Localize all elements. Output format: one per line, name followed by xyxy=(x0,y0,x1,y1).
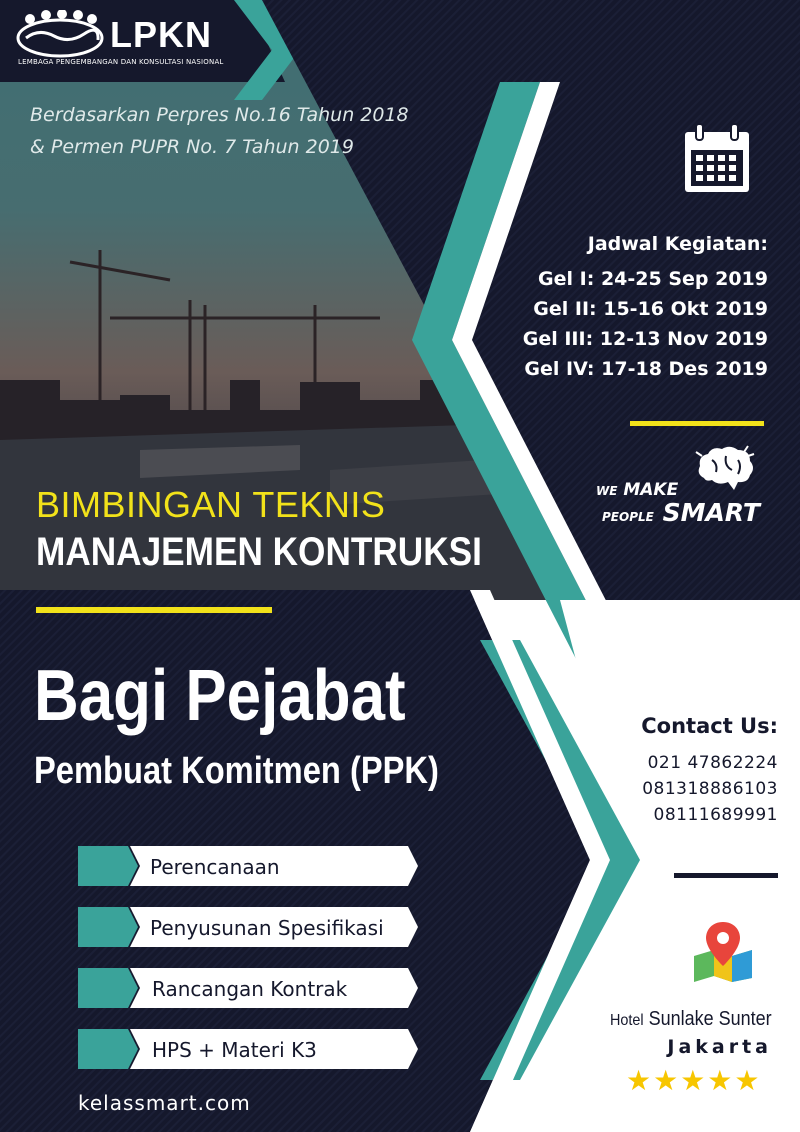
venue-hotel-name: Sunlake Sunter xyxy=(648,1008,772,1030)
calendar-icon xyxy=(682,122,752,196)
schedule-item: Gel III: 12-13 Nov 2019 xyxy=(522,328,768,350)
venue-name xyxy=(610,1008,772,1031)
tagline-we-make xyxy=(596,480,678,500)
title-line-2: MANAJEMEN KONTRUKSI xyxy=(36,530,482,574)
schedule-item: Gel IV: 17-18 Des 2019 xyxy=(524,358,768,380)
tagline-we: WE xyxy=(596,484,618,498)
map-pin-icon xyxy=(690,920,756,982)
venue-prefix: Hotel xyxy=(610,1012,644,1029)
contact-heading: Contact Us: xyxy=(641,714,778,738)
topic-item-label: Perencanaan xyxy=(150,855,280,879)
contact-phone: 08111689991 xyxy=(653,805,778,825)
tagline-people: PEOPLE xyxy=(602,510,654,524)
brand-name: LPKN xyxy=(110,14,212,55)
website-link[interactable]: kelassmart.com xyxy=(78,1091,251,1115)
contact-phone: 021 47862224 xyxy=(647,753,778,773)
tagline-people-smart xyxy=(602,498,760,527)
audience-subheading: Pembuat Komitmen (PPK) xyxy=(34,750,439,792)
schedule-item: Gel I: 24-25 Sep 2019 xyxy=(538,268,768,290)
topic-item-label: Penyusunan Spesifikasi xyxy=(150,916,384,940)
title-line-1: BIMBINGAN TEKNIS xyxy=(36,484,386,525)
topic-item-label: HPS + Materi K3 xyxy=(152,1038,317,1062)
tagline-smart: SMART xyxy=(662,498,760,527)
brain-icon xyxy=(694,444,756,494)
brand-subtitle: LEMBAGA PENGEMBANGAN DAN KONSULTASI NASIONAL xyxy=(18,58,224,66)
tagline-make: MAKE xyxy=(623,480,679,500)
schedule-heading: Jadwal Kegiatan: xyxy=(587,233,768,255)
regulation-line-1: Berdasarkan Perpres No.16 Tahun 2018 xyxy=(30,104,409,126)
regulation-line-2: & Permen PUPR No. 7 Tahun 2019 xyxy=(30,136,354,158)
schedule-item: Gel II: 15-16 Okt 2019 xyxy=(533,298,768,320)
contact-phone: 081318886103 xyxy=(642,779,778,799)
audience-heading: Bagi Pejabat xyxy=(34,656,406,736)
star-rating: ★★★★★ xyxy=(626,1064,762,1097)
lpkn-logo-icon xyxy=(14,10,106,60)
venue-city: Jakarta xyxy=(667,1036,772,1058)
topic-item-label: Rancangan Kontrak xyxy=(152,977,348,1001)
